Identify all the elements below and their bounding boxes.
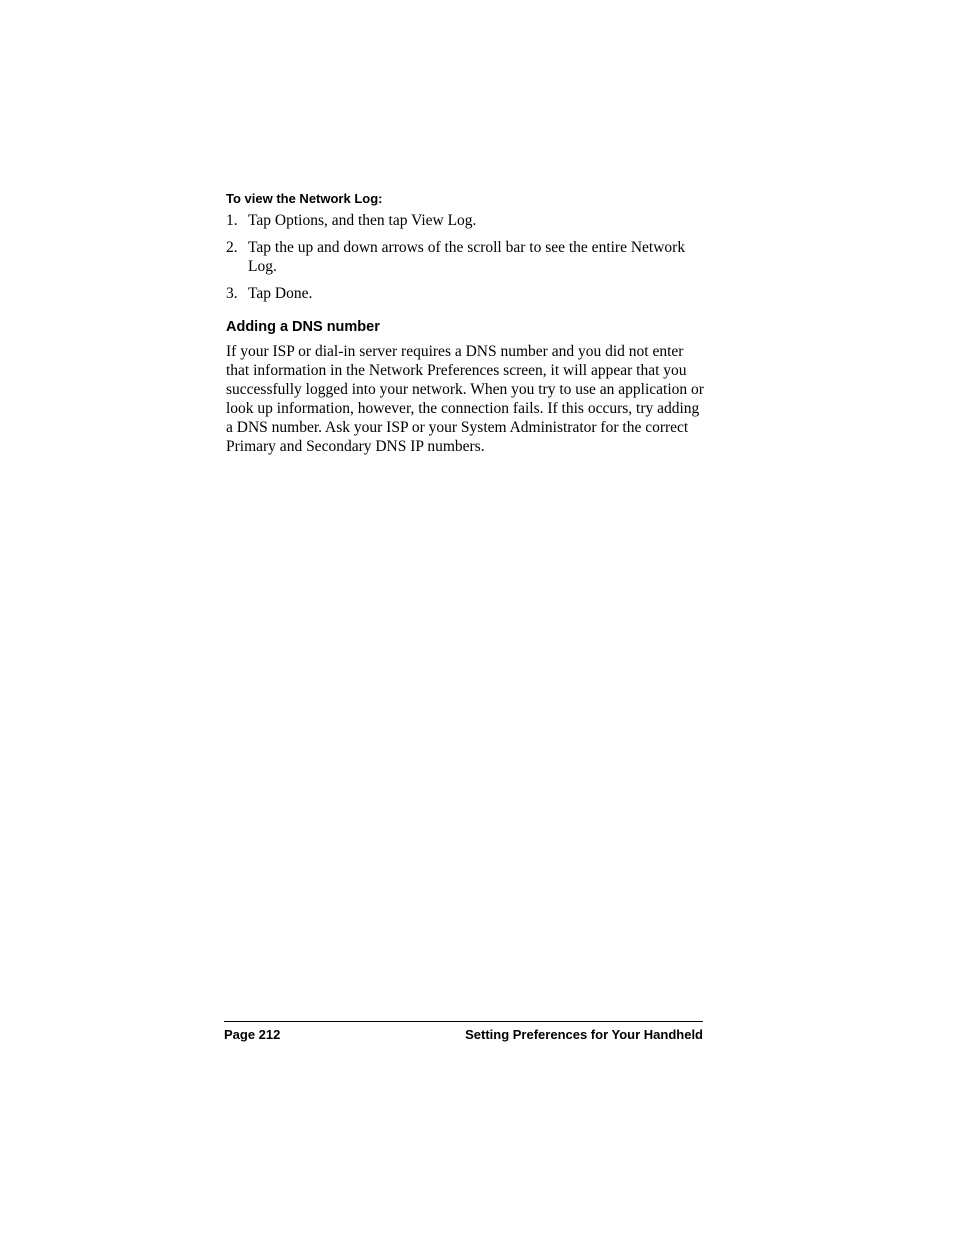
section-heading: Adding a DNS number: [226, 319, 380, 335]
page-number: Page 212: [224, 1027, 281, 1042]
step-text: Tap Done.: [248, 285, 313, 302]
step-number: 3.: [226, 285, 238, 302]
step-text: Tap Options, and then tap View Log.: [248, 212, 477, 229]
step-number: 1.: [226, 212, 238, 229]
step-item: [226, 211, 704, 230]
step-text: Tap the up and down arrows of the scroll bar to see the entire Network Log.: [248, 239, 686, 275]
procedure-steps: [226, 211, 704, 303]
step-item: [226, 284, 704, 303]
step-item: [226, 238, 704, 276]
section-paragraph: If your ISP or dial-in server requires a DNS number and you did not enter that information in the Network Preferences screen, it will appear that you successfully logged into your network. When you try to use an application or look up information, however, the connection fails. If this occurs, try adding a DNS number. Ask your ISP or your System Administrator for the correct Primary and Secondary DNS IP numbers.: [226, 343, 704, 455]
chapter-title: Setting Preferences for Your Handheld: [465, 1027, 703, 1042]
page-footer: [224, 1021, 703, 1044]
procedure-heading: To view the Network Log:: [226, 191, 383, 206]
page-content: [226, 190, 704, 456]
step-number: 2.: [226, 239, 238, 256]
